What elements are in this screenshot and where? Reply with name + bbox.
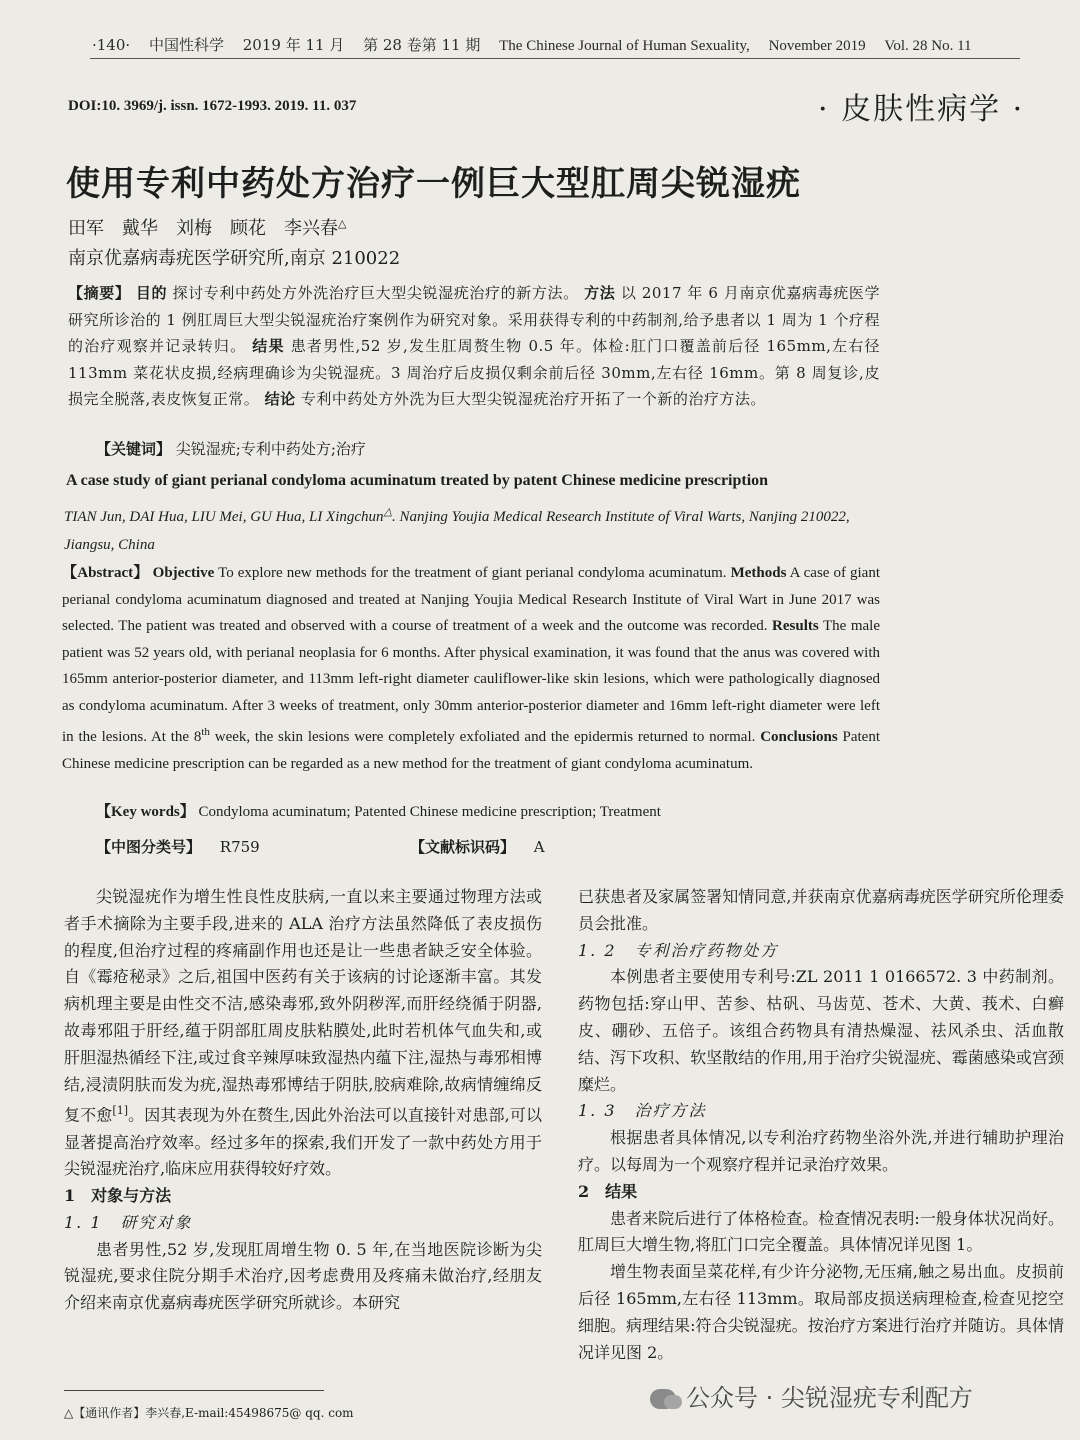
intro-text-2: 。因其表现为外在赘生,因此外治法可以直接针对患部,可以显著提高治疗效率。经过多年的探索,我们开发了一款中药处方用于尖锐湿疣治疗,临床应用获得较好疗效。 <box>64 1105 542 1179</box>
document-code <box>410 836 545 857</box>
section-heading-2: 2 结果 <box>578 1181 638 1201</box>
keywords-cn-label: 【关键词】 <box>96 440 172 458</box>
results-paragraph-2: 增生物表面呈菜花样,有少许分泌物,无压痛,触之易出血。皮损前后径 165mm,左右径 113mm。取局部皮损送病理检查,检查见挖空细胞。病理结果:符合尖锐湿疣。按治疗方案进行治疗并随访。具体情况详见图 2。 <box>578 1262 1064 1362</box>
methods-text: 以 2017 年 6 月南京优嘉病毒疣医学研究所诊治的 1 例肛周巨大型尖锐湿疣治疗案例作为研究对象。采用获得专利的中药制剂,给予患者以 1 周为 1 个疗程的治疗观察并记录转归。 <box>68 284 880 355</box>
authors <box>68 214 346 240</box>
document-code-label: 【文献标识码】 <box>410 838 516 856</box>
issue-date-cn: 2019 年 11 月 <box>242 36 345 54</box>
english-affiliation: . Nanjing Youjia Medical Research Institute of Viral Warts, Nanjing 210022, Jiangsu, China <box>64 509 850 553</box>
keywords-en-text: Condyloma acuminatum; Patented Chinese medicine prescription; Treatment <box>198 804 661 820</box>
english-authors <box>64 498 884 559</box>
author-list: 田军 戴华 刘梅 顾花 李兴春 <box>68 218 338 239</box>
subjects-paragraph: 患者男性,52 岁,发现肛周增生物 0. 5 年,在当地医院诊断为尖锐湿疣,要求住院分期手术治疗,因考虑费用及疼痛未做治疗,经朋友介绍来南京优嘉病毒疣医学研究所就诊。本研究 <box>64 1239 542 1313</box>
objective-label: 目的 <box>135 284 168 302</box>
abstract-en <box>62 560 880 777</box>
abstract-en-label: 【Abstract】 <box>62 565 149 581</box>
keywords-en <box>96 800 661 821</box>
en-methods-text: A case of giant perianal condyloma acuminatum diagnosed and treated at Nanjing Youjia Medical Research Institute of Viral Wart in June 2017 was selected. The patient was treated and observed with a course of treatment of a week and the outcome was recorded. <box>62 565 880 634</box>
en-results-label: Results <box>772 618 819 634</box>
page-number: ·140· <box>92 36 131 54</box>
document-code-value: A <box>533 838 545 856</box>
conclusion-label: 结论 <box>264 390 296 408</box>
prescription-paragraph: 本例患者主要使用专利号:ZL 2011 1 0166572. 3 中药制剂。药物包括:穿山甲、苦参、枯矾、马齿苋、苍术、大黄、莪术、白癣皮、硼砂、五倍子。该组合药物具有清热燥湿、祛风杀虫、活血散结、泻下攻积、软坚散结的作用,用于治疗尖锐湿疣、霉菌感染或宫颈糜烂。 <box>578 967 1064 1094</box>
keywords-cn <box>96 438 366 459</box>
citation-ref: [1] <box>112 1104 129 1118</box>
en-objective-text: To explore new methods for the treatment of giant perianal condyloma acuminatum. <box>218 565 727 581</box>
footnote-rule <box>64 1390 324 1391</box>
english-title: A case study of giant perianal condyloma acuminatum treated by patent Chinese medicine prescription <box>66 472 769 489</box>
en-conclusions-text: Patent Chinese medicine prescription can be regarded as a new method for the treatment of giant condyloma acuminatum. <box>62 729 881 772</box>
watermark-text: 公众号 · 尖锐湿疣专利配方 <box>686 1384 973 1412</box>
section-label: · 皮肤性病学 · <box>818 92 1025 127</box>
treatment-paragraph: 根据患者具体情况,以专利治疗药物坐浴外洗,并进行辅助护理治疗。以每周为一个观察疗程并记录治疗效果。 <box>578 1128 1064 1174</box>
en-results-text: The male patient was 52 years old, with perianal neoplasia for 6 months. After physical examination, it was found that the anus was covered with 165mm anterior-posterior diameter, and 113mm left-right diameter cauliflower-like skin lesions, which were pathologically diagnosed as condyloma acuminatum. After 3 weeks of treatment, only 30mm anterior-posterior diameter and 16mm left-right diameter were left in the lesions. At the 8 <box>62 618 880 745</box>
intro-text: 尖锐湿疣作为增生性良性皮肤病,一直以来主要通过物理方法或者手术摘除为主要手段,进来的 ALA 治疗方法虽然降低了表皮损伤的程度,但治疗过程的疼痛副作用也还是让一些患者缺乏安全体验。自《霉疮秘录》之后,祖国中医药有关于该病的讨论逐渐丰富。其发病机理主要是由性交不洁,感染毒邪,致外阴秽浑,而肝经绕循于阴器,故毒邪阻于肝经,蕴于阴部肛周皮肤粘膜处,此时若机体气血失和,或肝胆湿热循经下注,或过食辛辣厚味致湿热内蕴下注,湿热与毒邪相博结,浸渍阴肤而发为疣,湿热毒邪博结于阴肤,胶病难除,故病情缠绵反复不愈 <box>64 887 542 1125</box>
methods-label: 方法 <box>584 284 616 302</box>
issue-date-en: November 2019 <box>768 38 866 54</box>
article-title: 使用专利中药处方治疗一例巨大型肛周尖锐湿疣 <box>66 164 801 204</box>
en-results-sup: th <box>201 726 210 738</box>
corresponding-mark: △ <box>338 217 347 230</box>
abstract-cn <box>68 280 880 413</box>
abstract-cn-label: 【摘要】 <box>68 284 131 302</box>
affiliation: 南京优嘉病毒疣医学研究所,南京 210022 <box>68 248 401 269</box>
classification-label: 【中图分类号】 <box>96 838 202 856</box>
volume-en: Vol. 28 No. 11 <box>884 38 972 54</box>
body-column-left <box>64 884 542 1317</box>
keywords-cn-text: 尖锐湿疣;专利中药处方;治疗 <box>175 440 366 458</box>
body-column-right <box>578 884 1064 1366</box>
consent-paragraph: 已获患者及家属签署知情同意,并获南京优嘉病毒疣医学研究所伦理委员会批准。 <box>578 887 1064 933</box>
results-paragraph-1: 患者来院后进行了体格检查。检查情况表明:一般身体状况尚好。肛周巨大增生物,将肛门口完全覆盖。具体情况详见图 1。 <box>578 1208 1064 1255</box>
en-objective-label: Objective <box>152 565 215 581</box>
objective-text: 探讨专利中药处方外洗治疗巨大型尖锐湿疣治疗的新方法。 <box>172 284 579 302</box>
subsection-heading-1-1: 1. 1 研究对象 <box>64 1212 193 1232</box>
results-label: 结果 <box>252 337 285 355</box>
en-conclusions-label: Conclusions <box>760 729 838 745</box>
english-corresponding-mark: △ <box>383 506 393 518</box>
wechat-icon <box>650 1389 676 1409</box>
english-author-list: TIAN Jun, DAI Hua, LIU Mei, GU Hua, LI Xingchun <box>64 509 384 525</box>
footnote: △【通讯作者】李兴春,E-mail:45498675@ qq. com <box>64 1406 354 1420</box>
results-text: 患者男性,52 岁,发生肛周赘生物 0.5 年。体检:肛门口覆盖前后径 165mm,左右径 113mm 菜花状皮损,经病理确诊为尖锐湿疣。3 周治疗后皮损仅剩余前后径 30mm,左右径 16mm。第 8 周复诊,皮损完全脱落,表皮恢复正常。 <box>68 337 880 408</box>
volume-cn: 第 28 卷第 11 期 <box>363 36 481 54</box>
doi: DOI:10. 3969/j. issn. 1672-1993. 2019. 11. 037 <box>68 98 357 114</box>
en-methods-label: Methods <box>730 565 787 581</box>
keywords-en-label: 【Key words】 <box>96 804 195 820</box>
classification-number <box>96 836 260 857</box>
watermark <box>650 1378 973 1413</box>
section-heading-1: 1 对象与方法 <box>64 1186 172 1206</box>
header-rule <box>90 58 1020 59</box>
journal-name-en: The Chinese Journal of Human Sexuality, <box>499 38 750 54</box>
subsection-heading-1-2: 1. 2 专利治疗药物处方 <box>578 940 779 960</box>
intro-paragraph <box>64 884 542 1183</box>
classification-value: R759 <box>219 838 260 856</box>
conclusion-text: 专利中药处方外洗为巨大型尖锐湿疣治疗开拓了一个新的治疗方法。 <box>300 390 766 408</box>
journal-name-cn: 中国性科学 <box>148 36 224 54</box>
subsection-heading-1-3: 1. 3 治疗方法 <box>578 1101 707 1121</box>
en-results-text-2: week, the skin lesions were completely exfoliated and the epidermis returned to normal. <box>214 729 756 745</box>
running-header <box>92 34 986 55</box>
